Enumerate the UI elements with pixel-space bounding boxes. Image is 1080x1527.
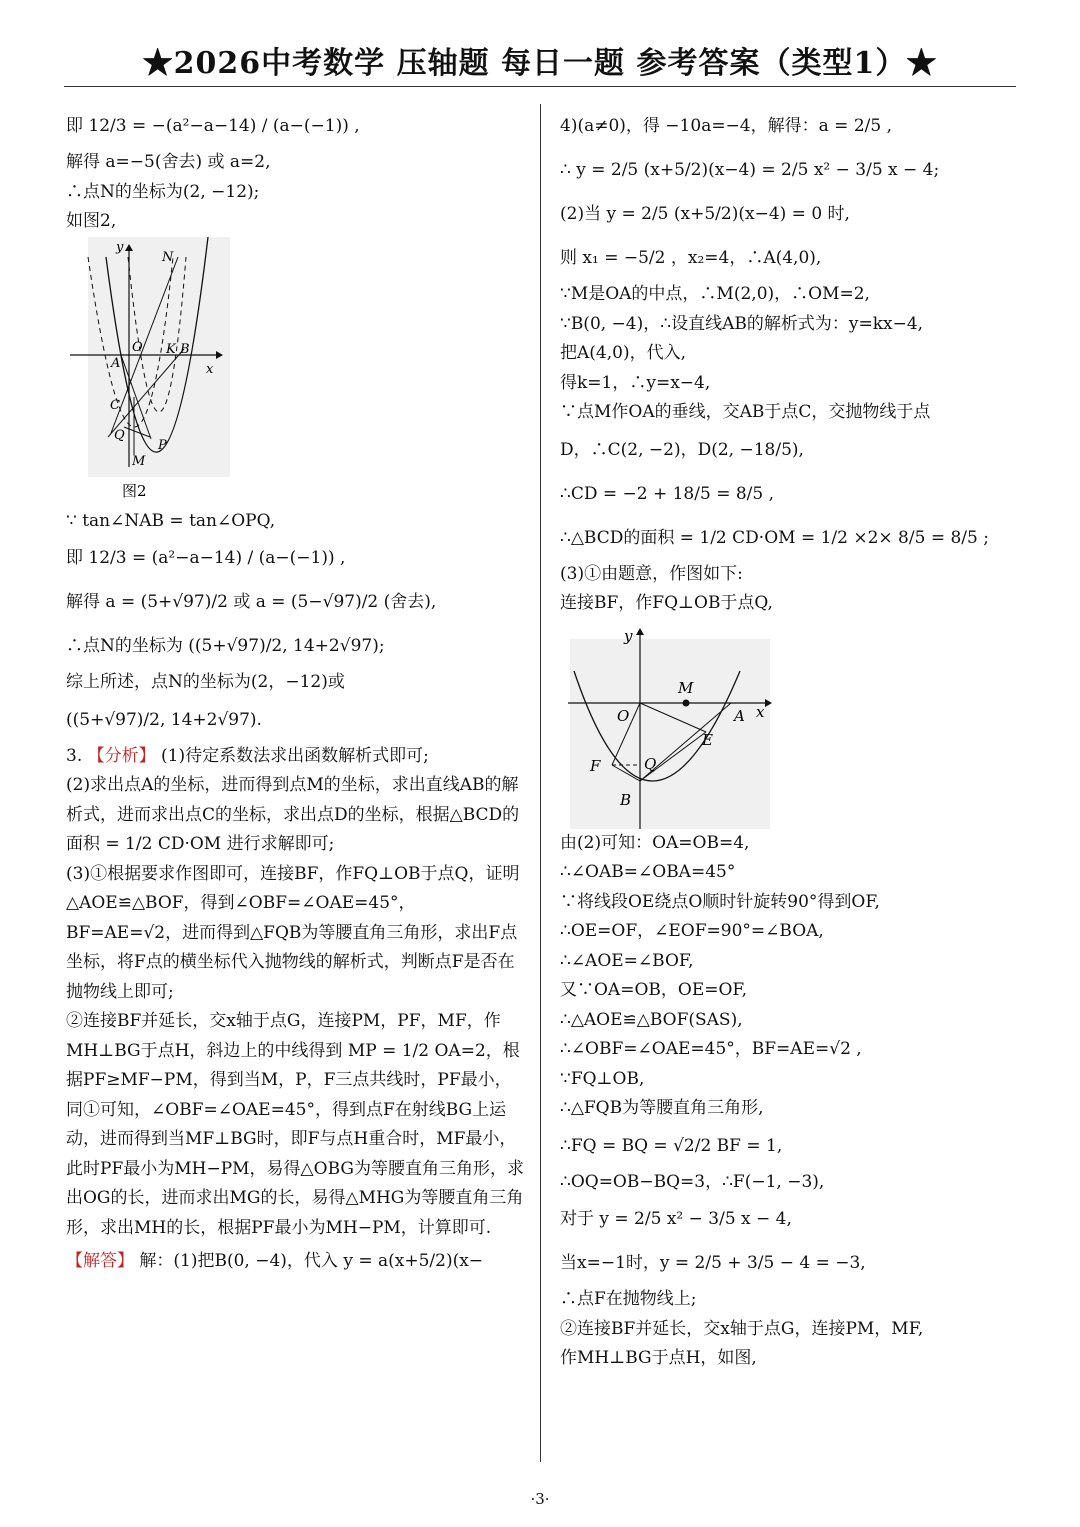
label-O: O — [132, 339, 143, 355]
text-line: ∴OE=OF，∠EOF=90°=∠BOA, — [560, 921, 824, 941]
figure-caption: 图2 — [122, 481, 147, 500]
text-line: ∵M是OA的中点，∴M(2,0)，∴OM=2, — [560, 284, 870, 304]
equation-line: 则 x₁ = −5/2 ，x₂=4，∴A(4,0), — [560, 248, 822, 268]
text-line: ∴点F在抛物线上; — [560, 1289, 697, 1309]
text-line: 综上所述，点N的坐标为(2，−12)或 — [66, 672, 345, 692]
text-line: ∴∠OAB=∠OBA=45° — [560, 862, 736, 882]
label-Q: Q — [114, 427, 125, 443]
page-title: ★2026中考数学 压轴题 每日一题 参考答案（类型1）★ — [142, 46, 938, 81]
point-M — [683, 699, 690, 706]
equation-line: ((5+√97)/2, 14+2√97). — [66, 709, 262, 730]
text-line: ∴OQ=OB−BQ=3，∴F(−1, −3), — [560, 1171, 825, 1192]
text-line: ∴∠AOE=∠BOF, — [560, 950, 694, 971]
equation-line: (2)当 y = 2/5 (x+5/2)(x−4) = 0 时, — [560, 204, 850, 224]
header-rule — [64, 86, 1016, 87]
problem-number: 3. — [66, 745, 83, 766]
analysis-tag: 【分析】 — [87, 745, 156, 766]
label-x: x — [756, 702, 765, 721]
label-K: K — [166, 341, 176, 357]
left-column — [66, 104, 524, 1277]
equation-line: D，∴C(2, −2)，D(2, −18/5), — [560, 439, 804, 460]
text-line: 解得 a=−5(舍去) 或 a=2, — [66, 152, 271, 172]
text-line: (3)①由题意，作图如下: — [560, 563, 743, 584]
analysis-heading — [66, 742, 524, 772]
label-M: M — [132, 453, 146, 469]
paragraph: ②连接BF并延长，交x轴于点G，连接PM，PF，MF，作MH⊥BG于点H，斜边上的中线得到 MP = 1/2 OA=2，根据PF≥MF−PM，得到当M，P，F三点共线时，PF最小，同①可知，∠OBF=∠OAE=45°，得到点F在射线BG上运动，进而得到当MF⊥BG时，即F与点H重合时，MF最小，此时PF最小为MH−PM，易得△OBG为等腰直角三角形，求出OG的长，进而求出MG的长，易得△MHG为等腰直角三角形，求出MH的长，根据PF最小为MH−PM，计算即可. — [66, 1011, 524, 1238]
paragraph: (3)①根据要求作图即可，连接BF，作FQ⊥OB于点Q，证明△AOE≌△BOF，得到∠OBF=∠OAE=45°，BF=AE=√2，进而得到△FQB为等腰直角三角形，求出F点坐标，将F点的横坐标代入抛物线的解析式，判断点F是否在抛物线上即可; — [66, 863, 520, 1002]
text-line: ∴∠OBF=∠OAE=45°，BF=AE=√2 , — [560, 1039, 862, 1059]
label-y: y — [116, 239, 124, 255]
text-line: ∵将线段OE绕点O顺时针旋转90°得到OF, — [560, 891, 880, 912]
label-Q: Q — [644, 754, 657, 773]
label-A: A — [734, 706, 745, 725]
text-line: ∴点N的坐标为(2, −12); — [66, 181, 260, 202]
equation-line: 当x=−1时，y = 2/5 + 3/5 − 4 = −3, — [560, 1253, 866, 1273]
text-line: ∵点M作OA的垂线，交AB于点C，交抛物线于点 — [560, 402, 931, 422]
text-line: ∵ tan∠NAB = tan∠OPQ, — [66, 510, 276, 531]
text-line: 连接BF，作FQ⊥OB于点Q, — [560, 593, 773, 613]
equation-line: 解得 a = (5+√97)/2 或 a = (5−√97)/2 (舍去), — [66, 592, 437, 612]
label-M: M — [678, 678, 694, 697]
label-F: F — [590, 756, 601, 775]
text-line: ∴△FQB为等腰直角三角形, — [560, 1098, 764, 1118]
equation-line: ∴ y = 2/5 (x+5/2)(x−4) = 2/5 x² − 3/5 x − 4; — [560, 160, 940, 180]
solution-heading — [66, 1247, 524, 1277]
text-line: 把A(4,0)，代入, — [560, 343, 686, 363]
column-divider — [540, 104, 541, 1462]
label-B: B — [620, 790, 632, 809]
label-B: B — [180, 341, 190, 357]
text-line: ∴△AOE≌△BOF(SAS), — [560, 1009, 743, 1030]
right-column — [560, 104, 1020, 1374]
text-line: 作MH⊥BG于点H，如图, — [560, 1348, 757, 1368]
label-A: A — [111, 355, 121, 371]
equation-line: 即 12/3 = (a²−a−14) / (a−(−1)) , — [66, 548, 346, 568]
label-x: x — [206, 361, 214, 377]
text-line: 得k=1，∴y=x−4, — [560, 372, 711, 393]
equation-line: ∴△BCD的面积 = 1/2 CD·OM = 1/2 ×2× 8/5 = 8/5 ; — [560, 527, 989, 548]
text-line: ∵FQ⊥OB, — [560, 1068, 645, 1089]
equation-line: ∴点N的坐标为 ((5+√97)/2, 14+2√97); — [66, 636, 385, 656]
figure-2 — [66, 237, 286, 507]
label-E: E — [702, 730, 713, 749]
text-line: ∵B(0, −4)，∴设直线AB的解析式为：y=kx−4, — [560, 313, 924, 334]
page-number: ·3· — [530, 1490, 550, 1508]
equation-line: 对于 y = 2/5 x² − 3/5 x − 4, — [560, 1209, 792, 1229]
solution-text: 解：(1)把B(0, −4)，代入 y = a(x+5/2)(x− — [139, 1251, 484, 1271]
equation-line: ∴CD = −2 + 18/5 = 8/5 , — [560, 483, 775, 504]
text-line: 由(2)可知：OA=OB=4, — [560, 832, 750, 853]
label-P: P — [158, 437, 167, 453]
solution-tag: 【解答】 — [66, 1251, 134, 1271]
y-axis-arrow — [636, 628, 644, 635]
analysis-text: (1)待定系数法求出函数解析式即可; — [161, 745, 429, 766]
label-O: O — [617, 706, 630, 725]
label-N: N — [162, 249, 174, 265]
text-line: ②连接BF并延长，交x轴于点G，连接PM，MF, — [560, 1318, 924, 1339]
label-C: C — [110, 397, 120, 413]
figure-3 — [560, 619, 790, 829]
equation-line: ∴FQ = BQ = √2/2 BF = 1, — [560, 1135, 783, 1156]
paragraph: (2)求出点A的坐标，进而得到点M的坐标，求出直线AB的解析式，进而求出点C的坐标，求出点D的坐标，根据△BCD的面积 = 1/2 CD·OM 进行求解即可; — [66, 775, 520, 854]
equation-line: 即 12/3 = −(a²−a−14) / (a−(−1)) , — [66, 116, 360, 136]
text-line: 又∵OA=OB，OE=OF, — [560, 980, 747, 1000]
label-y: y — [624, 626, 633, 645]
text-line: 如图2, — [66, 211, 117, 231]
equation-line: 4)(a≠0)，得 −10a=−4，解得：a = 2/5 , — [560, 116, 892, 136]
